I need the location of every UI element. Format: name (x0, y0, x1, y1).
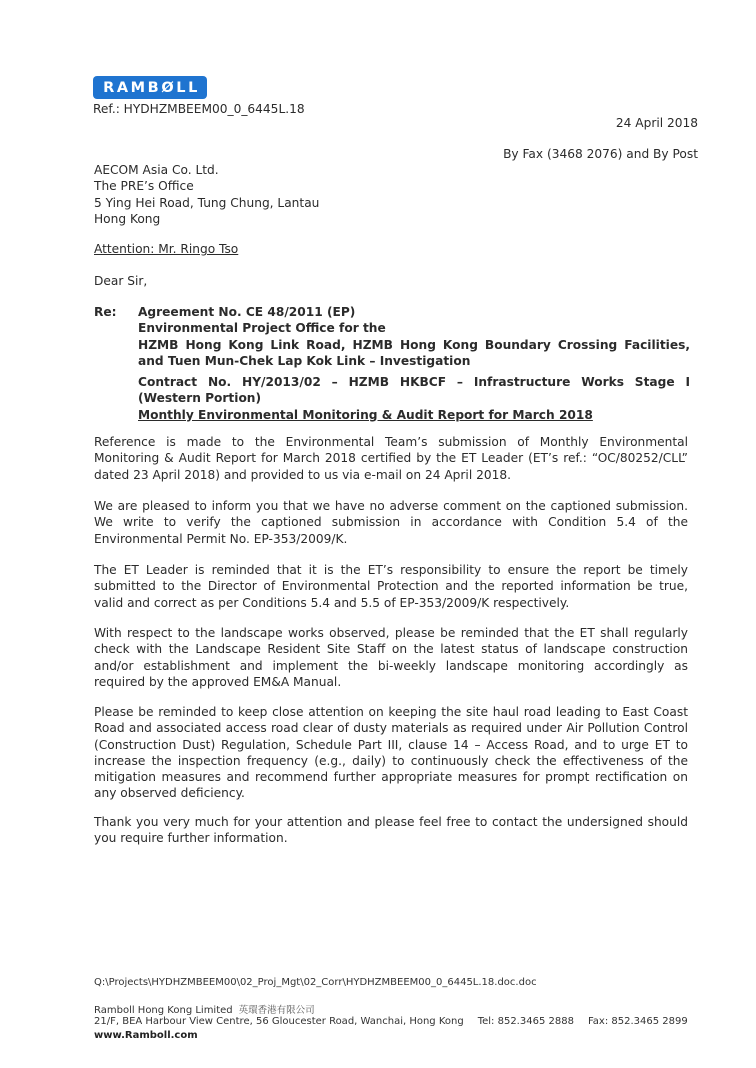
subject-line: Agreement No. CE 48/2011 (EP) (138, 305, 356, 319)
reference-number: Ref.: HYDHZMBEEM00_0_6445L.18 (93, 102, 305, 116)
company-name: Ramboll Hong Kong Limited (94, 1005, 233, 1016)
contract-heading (138, 374, 690, 423)
attention-line: Attention: Mr. Ringo Tso (94, 242, 239, 256)
address-line: The PRE’s Office (94, 179, 194, 194)
company-name-chinese: 英環香港有限公司 (238, 1005, 315, 1016)
report-title: Monthly Environmental Monitoring & Audit Report for March 2018 (138, 407, 593, 422)
salutation: Dear Sir, (94, 274, 148, 288)
contract-line: Contract No. HY/2013/02 – HZMB HKBCF – Infrastructure Works Stage I (138, 375, 690, 389)
subject-line: HZMB Hong Kong Link Road, HZMB Hong Kong Boundary Crossing Facilities, (138, 337, 690, 352)
company-fax: Fax: 852.3465 2899 (587, 1016, 688, 1027)
company-tel: Tel: 852.3465 2888 (477, 1016, 574, 1027)
body-paragraph: Please be reminded to keep close attention on keeping the site haul road leading to East Coast Road and associated access road clear of dusty materials as required under Air Pollution Control (Construction Dust) Regulation, Schedule Part III, clause 14 – Access Road, and to urge ET to increase the inspection frequency (e.g., daily) to continuously check the effectiveness of the mitigation measures and recommend further appropriate measures for prompt rectification on any observed deficiency. (94, 705, 688, 801)
address-line: Hong Kong (94, 211, 161, 226)
subject-label: Re: (94, 305, 117, 319)
body-paragraph: With respect to the landscape works observed, please be reminded that the ET shall regularly check with the Landscape Resident Site Staff on the latest status of landscape construction and/or establishment and implement the bi-weekly landscape monitoring accordingly as required by the approved EM&A Manual. (94, 626, 688, 689)
company-website-link[interactable]: www.Ramboll.com (94, 1030, 198, 1041)
logo-text: RAMBØLL (103, 79, 200, 96)
company-address-line (94, 1016, 688, 1027)
address-line: AECOM Asia Co. Ltd. (94, 163, 219, 177)
company-name-line (94, 1002, 315, 1016)
body-paragraph: Thank you very much for your attention and please feel free to contact the undersigned should you require further information. (94, 815, 688, 846)
delivery-method: By Fax (3468 2076) and By Post (503, 147, 698, 161)
company-address: 21/F, BEA Harbour View Centre, 56 Gloucester Road, Wanchai, Hong Kong (94, 1016, 464, 1027)
address-line: 5 Ying Hei Road, Tung Chung, Lantau (94, 195, 320, 210)
subject-line: Environmental Project Office for the (138, 321, 386, 336)
body-paragraph: We are pleased to inform you that we have no adverse comment on the captioned submission. We write to verify the captioned submission in accordance with Condition 5.4 of the Environmental Permit No. EP-353/2009/K. (94, 499, 688, 546)
subject-heading (138, 304, 690, 369)
recipient-address (94, 162, 319, 227)
ramboll-logo (93, 76, 207, 99)
letter-date: 24 April 2018 (615, 116, 698, 130)
subject-line: and Tuen Mun-Chek Lap Kok Link – Investigation (138, 353, 471, 368)
contract-line: (Western Portion) (138, 391, 262, 406)
body-paragraph: The ET Leader is reminded that it is the ET’s responsibility to ensure the report be timely submitted to the Director of Environmental Protection and the reported information be true, valid and correct as per Conditions 5.4 and 5.5 of EP-353/2009/K respectively. (94, 563, 688, 610)
file-path: Q:\Projects\HYDHZMBEEM00\02_Proj_Mgt\02_Corr\HYDHZMBEEM00_0_6445L.18.doc.doc (94, 977, 537, 988)
body-paragraph: Reference is made to the Environmental Team’s submission of Monthly Environmental Monitoring & Audit Report for March 2018 certified by the ET Leader (ET’s ref.: “OC/80252/CLL” dated 23 April 2018) and provided to us via e-mail on 24 April 2018. (94, 435, 688, 482)
